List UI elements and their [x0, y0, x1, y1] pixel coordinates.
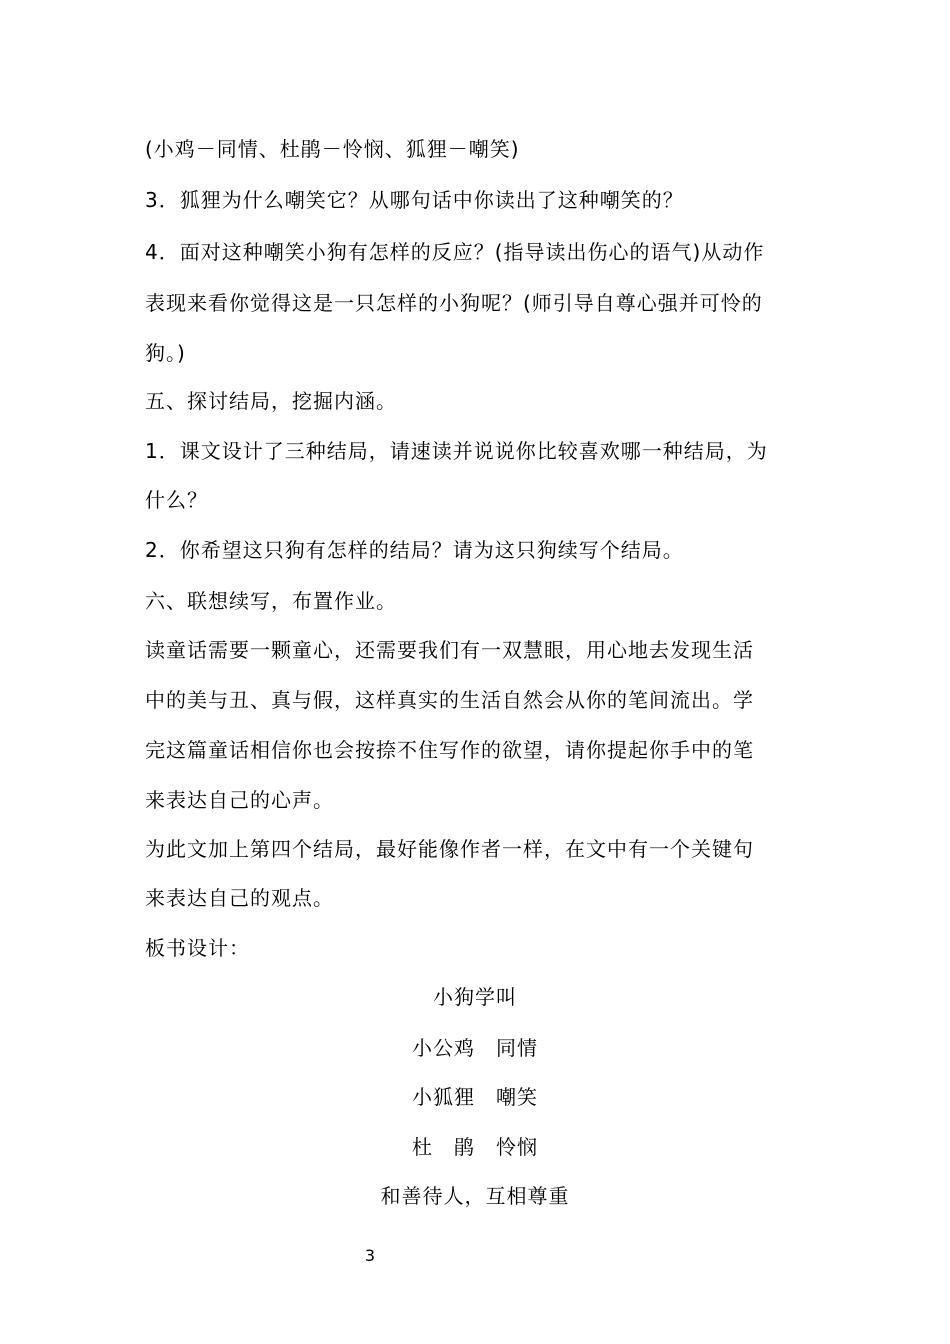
paragraph-line: 来表达自己的观点。 [145, 886, 334, 910]
paragraph-line: 读童话需要一颗童心，还需要我们有一双慧眼，用心地去发现生活 [145, 638, 754, 662]
paragraph-line: 什么？ [145, 488, 208, 512]
paragraph-line: 1．课文设计了三种结局，请速读并说说你比较喜欢哪一种结局，为 [145, 439, 768, 463]
page-number: 3 [364, 1246, 376, 1265]
board-row: 杜 鹃 怜悯 [412, 1135, 538, 1159]
section-heading: 板书设计： [145, 936, 250, 960]
board-summary: 和善待人，互相尊重 [380, 1184, 570, 1208]
paragraph-line: 2．你希望这只狗有怎样的结局？请为这只狗续写个结局。 [145, 538, 684, 562]
paragraph-line: 为此文加上第四个结局，最好能像作者一样，在文中有一个关键句 [145, 837, 754, 861]
section-heading: 五、探讨结局，挖掘内涵。 [145, 389, 397, 413]
paragraph-line: 4．面对这种嘲笑小狗有怎样的反应？(指导读出伤心的语气)从动作 [145, 240, 765, 264]
board-row: 小公鸡 同情 [412, 1036, 538, 1060]
paragraph-line: 表现来看你觉得这是一只怎样的小狗呢？(师引导自尊心强并可怜的 [145, 291, 763, 315]
paragraph-line: (小鸡－同情、杜鹃－怜悯、狐狸－嘲笑) [145, 137, 520, 161]
board-title: 小狗学叫 [433, 985, 517, 1009]
paragraph-line: 来表达自己的心声。 [145, 788, 334, 812]
paragraph-line: 中的美与丑、真与假，这样真实的生活自然会从你的笔间流出。学 [145, 688, 754, 712]
paragraph-line: 狗。) [145, 341, 186, 365]
section-heading: 六、联想续写，布置作业。 [145, 589, 397, 613]
paragraph-line: 3．狐狸为什么嘲笑它？从哪句话中你读出了这种嘲笑的？ [145, 188, 684, 212]
board-row: 小狐狸 嘲笑 [412, 1085, 538, 1109]
paragraph-line: 完这篇童话相信你也会按捺不住写作的欲望，请你提起你手中的笔 [145, 738, 754, 762]
